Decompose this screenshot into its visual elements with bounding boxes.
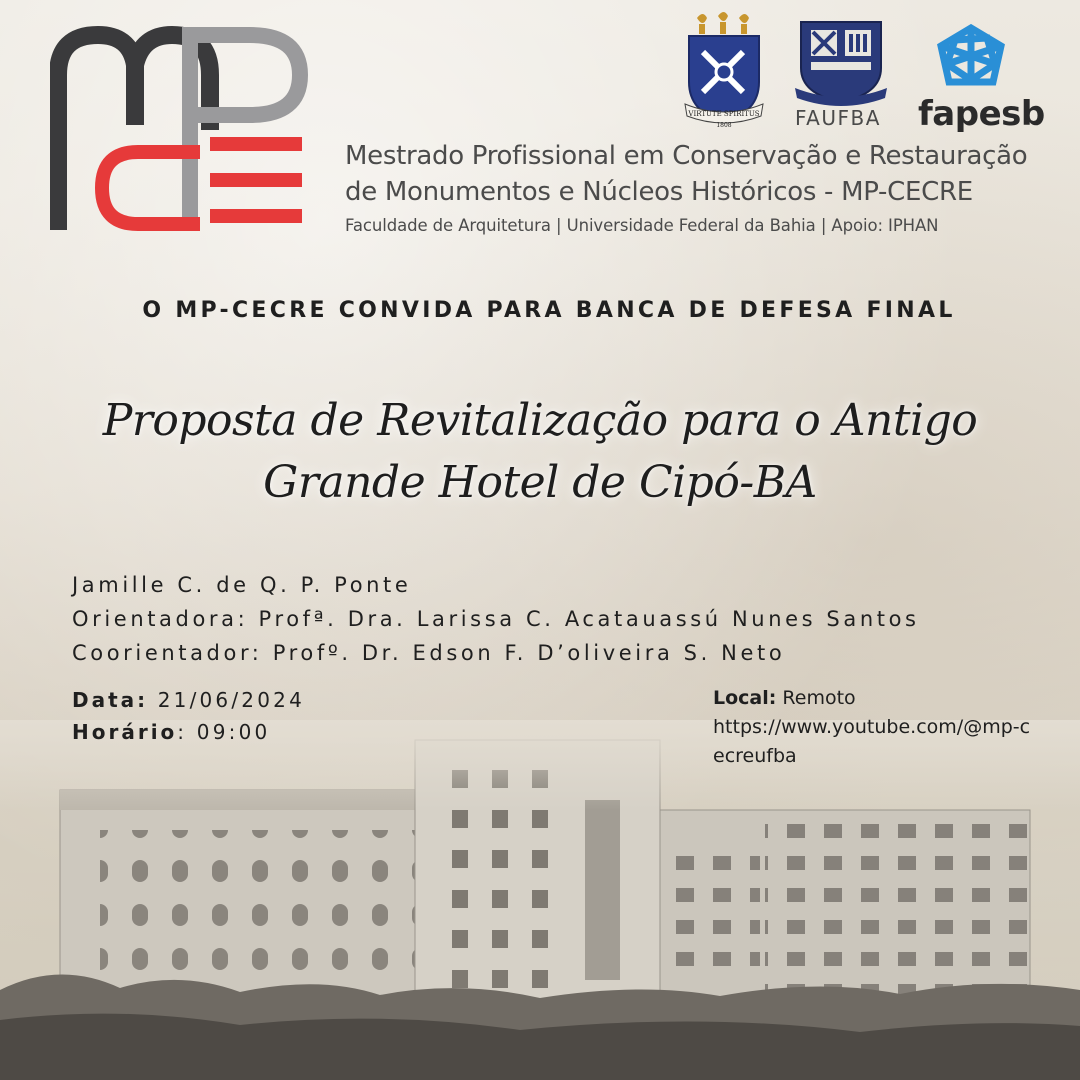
- fapesb-globe-icon: [935, 24, 1007, 90]
- program-title-line-1: Mestrado Profissional em Conservação e Restauração: [345, 141, 1028, 171]
- ufba-seal-year: 1808: [716, 122, 732, 129]
- ufba-seal-icon: [683, 12, 765, 130]
- mp-cecre-logo: [50, 20, 320, 240]
- thesis-title-line-1: Proposta de Revitalização para o Antigo: [102, 395, 978, 446]
- faufba-label: FAUFBA: [795, 106, 881, 130]
- location-info: [713, 684, 1033, 771]
- location-value: Remoto: [782, 687, 856, 709]
- invitation-heading: O MP-CECRE CONVIDA PARA BANCA DE DEFESA FINAL: [142, 298, 956, 323]
- faufba-crest-icon: [795, 18, 887, 108]
- youtube-link[interactable]: https://www.youtube.com/@mp-cecreufba: [713, 716, 1031, 767]
- advisor-name: Orientadora: Profª. Dra. Larissa C. Acatauassú Nunes Santos: [72, 607, 920, 631]
- program-title-line-2: de Monumentos e Núcleos Históricos - MP-CECRE: [345, 177, 973, 207]
- location-row: [713, 684, 1033, 713]
- program-affiliation: Faculdade de Arquitetura | Universidade Federal da Bahia | Apoio: IPHAN: [345, 216, 939, 235]
- location-label: Local:: [713, 687, 777, 709]
- date-label: Data: [72, 688, 138, 712]
- thesis-title-line-2: Grande Hotel de Cipó-BA: [263, 457, 817, 508]
- time-value: 09:00: [196, 720, 271, 744]
- partner-logos: [680, 10, 1060, 135]
- date-value: 21/06/2024: [157, 688, 305, 712]
- candidate-name: Jamille C. de Q. P. Ponte: [72, 573, 412, 597]
- coadvisor-name: Coorientador: Profº. Dr. Edson F. D’oliveira S. Neto: [72, 641, 786, 665]
- thesis-title: [60, 390, 1020, 514]
- time-row: Horário: 09:00: [72, 720, 271, 744]
- schedule-info: [72, 684, 305, 748]
- ufba-seal-motto: VIRTUTE SPIRITUS: [688, 110, 760, 118]
- hotel-building-photo: [0, 720, 1080, 1080]
- committee-info: [72, 568, 920, 670]
- program-header: [345, 138, 1027, 240]
- date-row: Data: 21/06/2024: [72, 688, 305, 712]
- fapesb-label: fapesb: [918, 94, 1045, 134]
- time-label: Horário: [72, 720, 178, 744]
